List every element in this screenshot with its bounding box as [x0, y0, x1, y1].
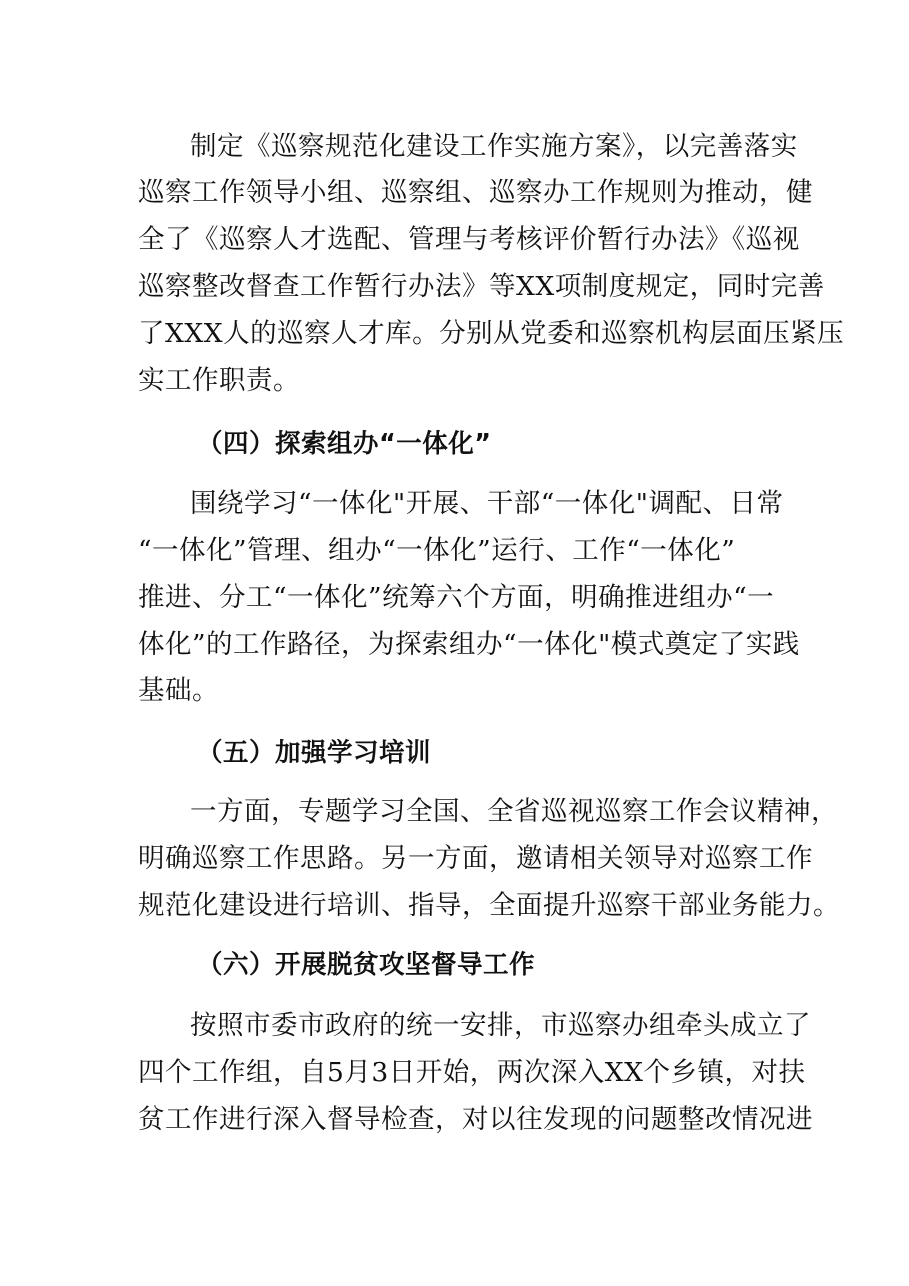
paragraph-line: 制定《巡察规范化建设工作实施方案》，以完善落实 [190, 131, 798, 162]
section-heading: （四）探索组办“一体化” [197, 429, 492, 459]
paragraph-line: 基础。 [138, 675, 219, 706]
paragraph-line: 实工作职责。 [138, 365, 300, 396]
paragraph-line: 一方面，专题学习全国、全省巡视巡察工作会议精神， [190, 796, 838, 827]
paragraph-line: 全了《巡察人才选配、管理与考核评价暂行办法》《巡视 [138, 224, 800, 255]
paragraph-line: 体化”的工作路径，为探索组办“一体化"模式奠定了实践 [138, 629, 800, 660]
section-heading: （六）开展脱贫攻坚督导工作 [197, 950, 536, 980]
paragraph-line: 规范化建设进行培训、指导，全面提升巡察干部业务能力。 [138, 890, 840, 921]
paragraph-line: 贫工作进行深入督导检查，对以往发现的问题整改情况进 [138, 1104, 813, 1135]
paragraph-line: 明确巡察工作思路。另一方面，邀请相关领导对巡察工作 [138, 843, 813, 874]
paragraph-line: 围绕学习“一体化"开展、干部“一体化"调配、日常 [190, 488, 784, 519]
paragraph-line: 了XXX人的巡察人才库。分别从党委和巡察机构层面压紧压 [138, 318, 845, 349]
paragraph-line: 推进、分工“一体化”统筹六个方面，明确推进组办“一 [138, 582, 775, 613]
paragraph-line: 按照市委市政府的统一安排，市巡察办组牵头成立了 [190, 1010, 811, 1041]
paragraph-line: 巡察工作领导小组、巡察组、巡察办工作规则为推动，健 [138, 177, 813, 208]
section-heading: （五）加强学习培训 [197, 738, 432, 768]
paragraph-line: 四个工作组，自5月3日开始，两次深入XX个乡镇，对扶 [138, 1057, 806, 1088]
paragraph-line: 巡察整改督查工作暂行办法》等XX项制度规定，同时完善 [138, 271, 825, 302]
paragraph-line: “一体化”管理、组办“一体化”运行、工作“一体化” [138, 535, 736, 566]
